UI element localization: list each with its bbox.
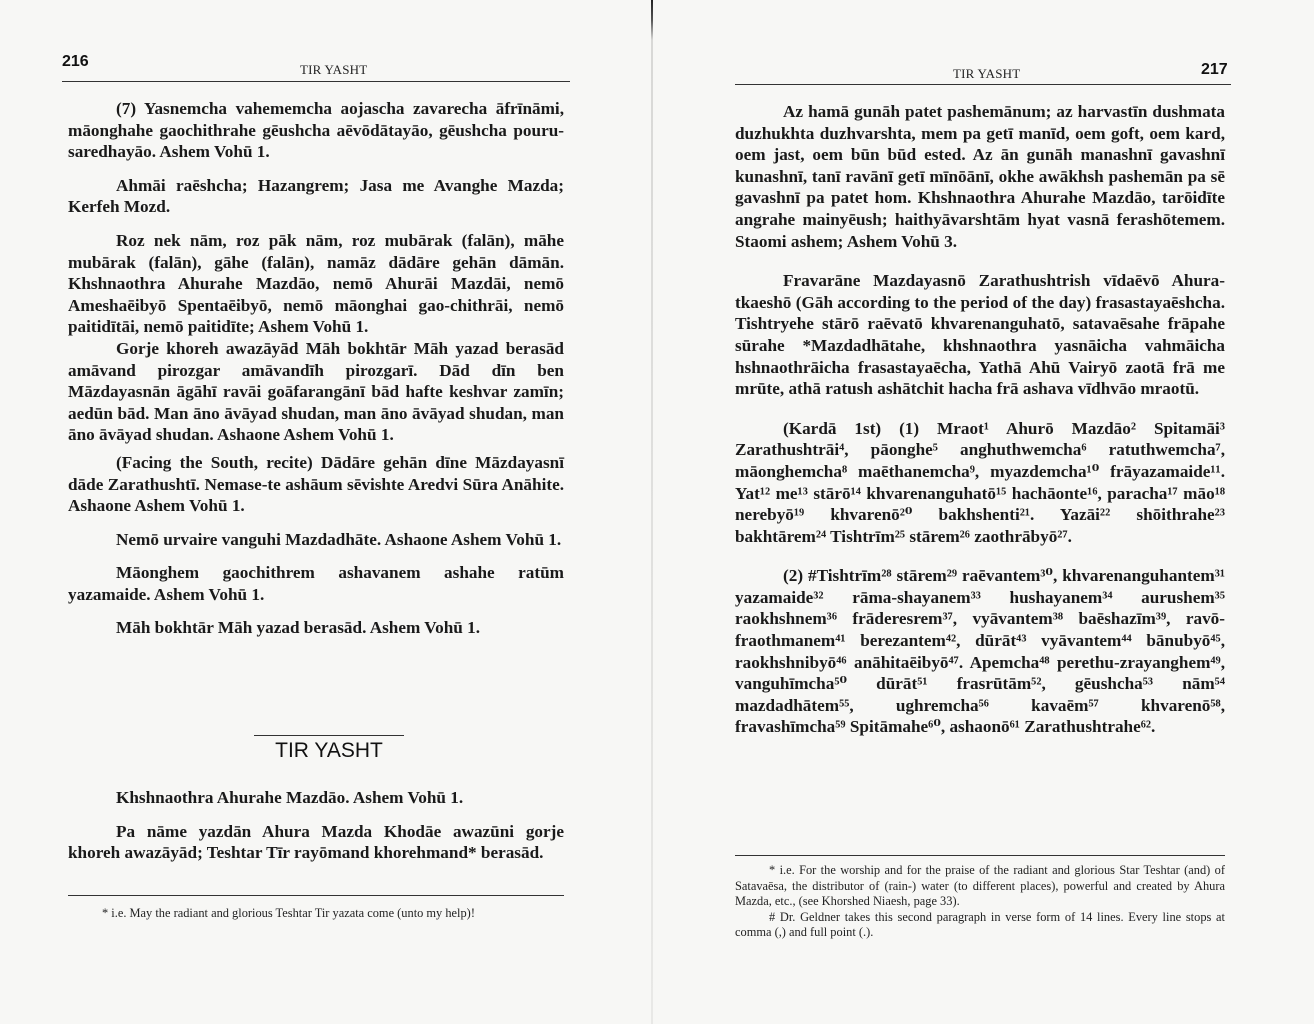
paragraph: (2) #Tishtrīm²⁸ stārem²⁹ raēvantem³⁰, khvarenanguhantem³¹ yazamaide³² rāma-shayanem³³ hushayanem³⁴ aurushem³⁵ raokhshnem³⁶ frāderesrem³⁷, vyāvantem³⁸ baēshazīm³⁹, ravō-fraothmanem⁴¹ berezantem⁴², dūrāt⁴³ vyāvantem⁴⁴ bānubyō⁴⁵, raokhshnibyō⁴⁶ anāhitaēibyō⁴⁷. Apemcha⁴⁸ perethu-zrayanghem⁴⁹, vanguhīmcha⁵⁰ dūrāt⁵¹ frasrūtām⁵², gēushcha⁵³ nām⁵⁴ mazdadhātem⁵⁵, ughremcha⁵⁶ kavaēm⁵⁷ khvarenō⁵⁸, fravashīmcha⁵⁹ Spitāmahe⁶⁰, ashaonō⁶¹ Zarathushtrahe⁶².	[735, 566, 1225, 737]
paragraph: (Kardā 1st) (1) Mraot¹ Ahurō Mazdāo² Spitamāi³ Zarathushtrāi⁴, pāonghe⁵ anghuthwemcha⁶ ratuthwemcha⁷, māonghemcha⁸ maēthanemcha⁹, myazdemcha¹⁰ frāyazamaide¹¹. Yat¹² me¹³ stārō¹⁴ khvarenanguhatō¹⁵ hachāonte¹⁶, paracha¹⁷ māo¹⁸ nerebyō¹⁹ khvarenō²⁰ bakhshenti²¹. Yazāi²² shōithrahe²³ bakhtārem²⁴ Tishtrīm²⁵ stārem²⁶ zaothrābyō²⁷.	[735, 418, 1225, 546]
footnotes	[735, 863, 1225, 941]
left-body	[68, 98, 564, 639]
header-rule	[735, 84, 1231, 85]
section-title: TIR YASHT	[275, 739, 383, 762]
footnote-rule	[68, 895, 564, 896]
paragraph: Māh bokhtār Māh yazad berasād. Ashem Vohū 1.	[116, 618, 481, 638]
paragraph: Khshnaothra Ahurahe Mazdāo. Ashem Vohū 1.	[116, 788, 464, 807]
header-rule	[62, 81, 570, 82]
paragraph: (Facing the South, recite) Dādāre gehān dīne Māzdayasnī dāde Zarathushtī. Nemase-te ashāum sēvishte Aredvi Sūra Anāhite. Ashaone Ashem Vohū 1.	[68, 452, 564, 516]
paragraph: Ahmāi raēshcha; Hazangrem; Jasa me Avanghe Mazda; Kerfeh Mozd.	[68, 175, 564, 217]
title-rule	[254, 735, 404, 736]
left-page	[0, 0, 650, 1024]
book-spine	[651, 0, 653, 1024]
footnote-text: # Dr. Geldner takes this second paragraph in verse form of 14 lines. Every line stops at comma (,) and full point (.).	[735, 909, 1225, 940]
footnote	[68, 906, 564, 922]
right-body	[735, 101, 1225, 738]
paragraph: Roz nek nām, roz pāk nām, roz mubārak (falān), māhe mubārak (falān), gāhe (falān), namāz dādāre gehān dāmān. Khshnaothra Ahurahe Mazdāo, nemō Ahurāi Mazdāi, nemō Ameshaēibyō Spentaēibyō, nemō māonghai gao-chithrāi, nemō paitidītāi, nemō paitidīte; Ashem Vohū 1.	[68, 230, 564, 337]
paragraph: (7) Yasnemcha vahememcha aojascha zavarecha āfrīnāmi, māonghahe gaochithrahe gēushcha aēvōdātayāo, gēushcha pouru-saredhayāo. Ashem Vohū 1.	[68, 99, 564, 162]
paragraph: Nemō urvaire vanguhi Mazdadhāte. Ashaone Ashem Vohū 1.	[116, 529, 562, 549]
right-page	[655, 0, 1314, 1024]
paragraph: Māonghem gaochithrem ashavanem ashahe ratūm yazamaide. Ashem Vohū 1.	[68, 563, 564, 604]
running-head: TIR YASHT	[953, 66, 1021, 81]
paragraph: Gorje khoreh awazāyād Māh bokhtār Māh yazad berasād amāvand pirozgar amāvandīh pirozgarī. Dād dīn ben Māzdayasnān āgāhī ravāi goāfarangānī bād hafte keshvar zamīn; aedūn bād. Man āno āvāyad shudan, man āno āvāyad shudan, man āno āvāyad shudan. Ashaone Ashem Vohū 1.	[68, 338, 564, 445]
footnote-text: * i.e. For the worship and for the praise of the radiant and glorious Star Teshtar (and) of Satavaēsa, the distributor of (rain-) water (to different places), powerful and created by Ahura Mazda, etc., (see Khorshed Niaesh, page 33).	[735, 863, 1225, 909]
paragraph: Fravarāne Mazdayasnō Zarathushtrish vīdaēvō Ahura-tkaeshō (Gāh according to the period of the day) frasastayaēshcha. Tishtryehe stārō raēvatō khvarenanguhatō, satavaēsahe frāpahe sūrahe *Mazdadhātahe, khshnaothra yasnāicha vahmāicha hshnaothrāicha frasastayaēcha, Yathā Ahū Vairyō zaotā frā me mrūte, athā ratush ashātchit hacha frā ashava vīdhvāo mraotū.	[735, 271, 1225, 399]
paragraph: Pa nāme yazdān Ahura Mazda Khodāe awazūni gorje khoreh awazāyād; Teshtar Tīr rayōmand khorehmand* berasād.	[68, 821, 564, 863]
left-body-after	[68, 787, 564, 864]
page-number: 216	[62, 53, 89, 70]
page-number: 217	[1201, 61, 1228, 78]
running-head: TIR YASHT	[300, 62, 368, 77]
paragraph: Az hamā gunāh patet pashemānum; az harvastīn dushmata duzhukhta duzhvarshta, mem pa getī manīd, oem goft, oem kard, oem jast, oem būn būd ested. Az ān gunāh manashnī gavashnī kunashnī, tanī ravānī getī mīnōānī, okhe awākhsh pashemān pa sē gavashnī pa patet hom. Khshnaothra Ahurahe Mazdāo, tarōidīte angrahe mainyēush; haithyāvarshtām hyat vasnā ferashōtemem. Staomi ashem; Ashem Vohū 3.	[735, 102, 1225, 251]
footnote-text: * i.e. May the radiant and glorious Teshtar Tir yazata come (unto my help)!	[102, 906, 475, 920]
footnote-rule	[735, 855, 1225, 856]
